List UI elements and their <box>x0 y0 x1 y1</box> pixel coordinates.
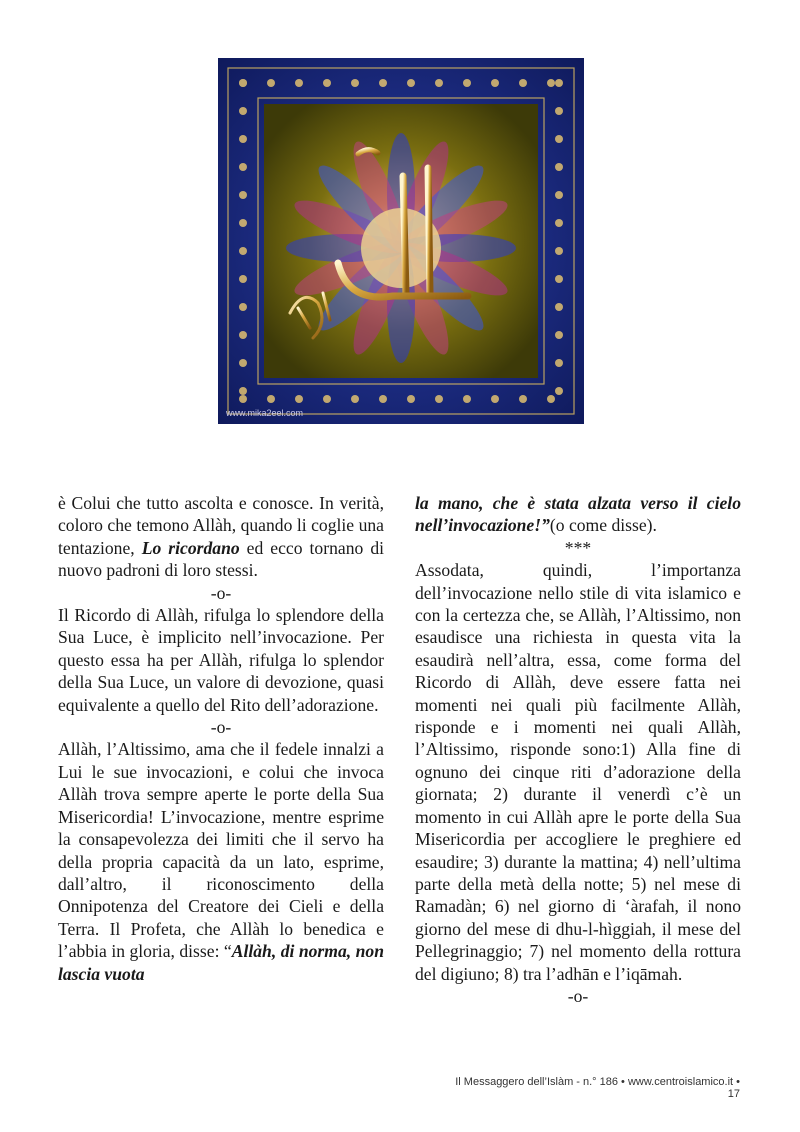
right-p1-end: (o come disse). <box>549 515 657 536</box>
calligraphy-artwork <box>218 58 584 424</box>
separator: -o- <box>210 582 232 603</box>
page-footer: Il Messaggero dell’Islàm - n.° 186 • www.centroislamico.it • 17 <box>455 1076 740 1100</box>
frame-ornament-dot <box>491 79 499 87</box>
right-paragraph-2: Assodata, quindi, l’importanza dell’invocazione nello stile di vita islamico e con la certezza che, se Allàh, l’Altissimo, non esaudisce una richiesta in questa vita la esaudirà nell’altra, essa, come forma del Ricordo di Allàh, deve essere fatta nei momenti nei quali più facilmente Allàh, risponde e i momenti nei quali Allàh, l’Altissimo, risponde sono:1) Alla fine di ognuno dei cinque riti d’adorazione della giornata; 2) durante il venerdì c’è un momento in cui Allàh apre le porte della Sua Misericordia per accogliere le preghiere ed esaudire; 3) durante la mattina; 4) nell’ultima parte della metà della notte; 5) nel mese di Ramadàn; 6) nel giorno di ‘àrafah, il nono giorno del mese di dhu-l-hìggiah, il mese del Pellegrinaggio; 7) nel momento della rottura del digiuno; 8) tra l’adhān e l’iqāmah. <box>415 560 741 984</box>
frame-ornament-dot <box>547 79 555 87</box>
frame-ornament-dot <box>239 163 247 171</box>
frame-ornament-dot <box>351 395 359 403</box>
frame-ornament-dot <box>555 79 563 87</box>
frame-ornament-dot <box>239 395 247 403</box>
frame-ornament-dot <box>555 107 563 115</box>
left-p3-text: Allàh, l’Altissimo, ama che il fedele innalzi a Lui le sue invocazioni, e colui che invoca Allàh trova sempre aperte le porte della Sua Misericordia! L’invocazione, mentre esprime la consapevolezza dei limiti che il servo ha della propria capacità da un lato, esprime, dall’altro, il riconoscimento della Onnipotenza del Creatore dei Cieli e della Terra. Il Profeta, che Allàh lo benedica e l’abbia in gloria, disse: “ <box>58 739 384 962</box>
watermark-text: www.mika2eel.com <box>226 408 304 418</box>
frame-ornament-dot <box>435 79 443 87</box>
frame-ornament-dot <box>379 395 387 403</box>
frame-ornament-dot <box>267 79 275 87</box>
frame-ornament-dot <box>463 79 471 87</box>
frame-ornament-dot <box>323 79 331 87</box>
frame-ornament-dot <box>239 135 247 143</box>
frame-ornament-dot <box>239 219 247 227</box>
frame-ornament-dot <box>407 79 415 87</box>
frame-ornament-dot <box>239 247 247 255</box>
frame-ornament-dot <box>407 395 415 403</box>
frame-ornament-dot <box>491 395 499 403</box>
frame-ornament-dot <box>379 79 387 87</box>
frame-ornament-dot <box>239 275 247 283</box>
frame-ornament-dot <box>555 331 563 339</box>
right-column <box>415 492 741 1007</box>
frame-ornament-dot <box>555 135 563 143</box>
left-p1-emphasis: Lo ricordano <box>141 537 240 558</box>
frame-ornament-dot <box>555 191 563 199</box>
frame-ornament-dot <box>519 395 527 403</box>
frame-ornament-dot <box>295 79 303 87</box>
frame-ornament-dot <box>547 395 555 403</box>
frame-ornament-dot <box>239 387 247 395</box>
left-p1-end: ed ecco tornano di nuovo padroni di loro stessi. <box>58 537 384 581</box>
left-paragraph-1 <box>58 492 384 582</box>
frame-ornament-dot <box>239 303 247 311</box>
left-paragraph-3 <box>58 738 384 984</box>
frame-ornament-dot <box>239 359 247 367</box>
frame-ornament-dot <box>435 395 443 403</box>
frame-ornament-dot <box>519 79 527 87</box>
frame-ornament-dot <box>555 219 563 227</box>
frame-ornament-dot <box>555 163 563 171</box>
frame-ornament-dot <box>323 395 331 403</box>
frame-ornament-dot <box>239 79 247 87</box>
frame-ornament-dot <box>463 395 471 403</box>
left-paragraph-2: Il Ricordo di Allàh, rifulga lo splendore della Sua Luce, è implicito nell’invocazione. Per questo essa ha per Allàh, rifulga lo splendor della Sua Luce, un valore di devozione, quasi equivalente a quello del Rito dell’adorazione. <box>58 605 384 715</box>
calligraphy-illustration <box>218 58 584 424</box>
right-p1-emphasis: la mano, che è stata alzata verso il cielo nell’invocazione!” <box>415 493 741 536</box>
frame-ornament-dot <box>239 107 247 115</box>
left-column <box>58 492 384 985</box>
left-p3-emphasis: Allàh, di norma, non lascia vuota <box>58 941 384 984</box>
section-stars: *** <box>564 537 592 558</box>
frame-ornament-dot <box>239 191 247 199</box>
left-p1-text: è Colui che tutto ascolta e conosce. In verità, coloro che temono Allàh, quando li coglie una tentazione, <box>58 493 384 558</box>
frame-ornament-dot <box>555 275 563 283</box>
separator: -o- <box>210 717 232 738</box>
frame-ornament-dot <box>295 395 303 403</box>
frame-ornament-dot <box>555 247 563 255</box>
frame-ornament-dot <box>555 387 563 395</box>
frame-ornament-dot <box>239 331 247 339</box>
frame-ornament-dot <box>555 303 563 311</box>
frame-ornament-dot <box>555 359 563 367</box>
frame-ornament-dot <box>351 79 359 87</box>
frame-ornament-dot <box>267 395 275 403</box>
right-paragraph-1 <box>415 492 741 537</box>
separator: -o- <box>567 985 589 1006</box>
